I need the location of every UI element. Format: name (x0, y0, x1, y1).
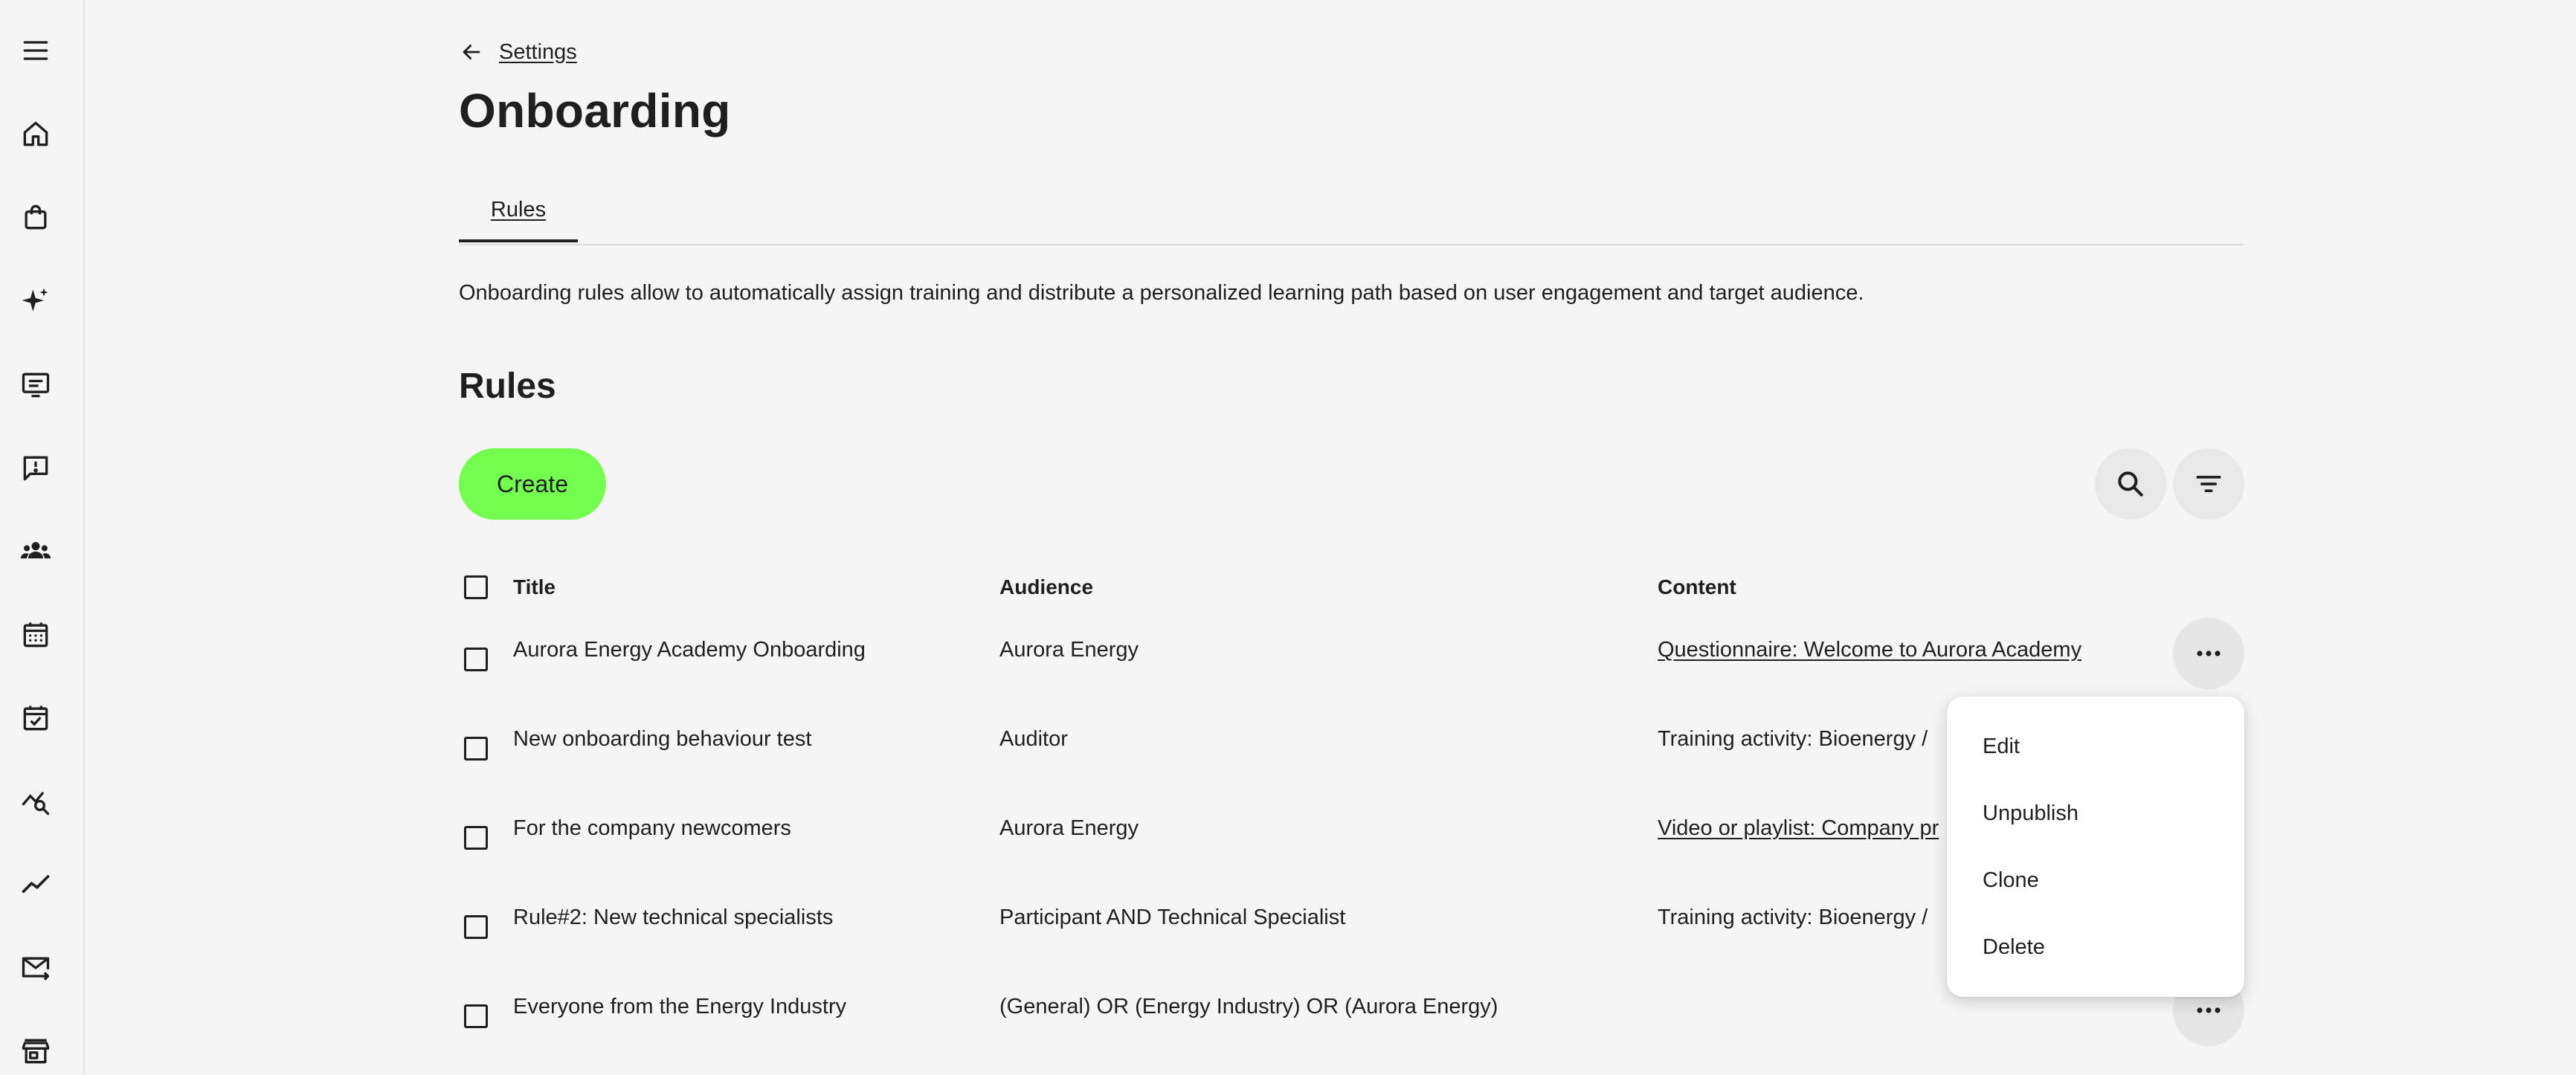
column-header-title[interactable]: Title (513, 575, 556, 598)
rule-audience: (General) OR (Energy Industry) OR (Aurora Energy) (999, 995, 1498, 1018)
rule-title[interactable]: New onboarding behaviour test (513, 727, 812, 751)
row-checkbox[interactable] (464, 826, 488, 850)
analytics-search-icon[interactable] (16, 782, 55, 821)
column-header-audience[interactable]: Audience (999, 575, 1094, 598)
menu-item-unpublish[interactable]: Unpublish (1983, 801, 2078, 825)
rule-title[interactable]: Rule#2: New technical specialists (513, 905, 834, 929)
rule-audience: Aurora Energy (999, 816, 1139, 840)
page-title: Onboarding (459, 84, 731, 138)
filter-button[interactable] (2173, 448, 2244, 520)
filter-icon (2192, 468, 2225, 500)
rules-section-title: Rules (459, 367, 556, 406)
mail-forward-icon[interactable] (16, 949, 55, 987)
home-icon[interactable] (16, 114, 55, 153)
calendar-icon[interactable] (16, 616, 55, 654)
rule-title[interactable]: For the company newcomers (513, 816, 791, 840)
back-link-label[interactable]: Settings (499, 39, 577, 64)
row-actions-menu (1947, 697, 2244, 997)
tab-bar (459, 177, 2244, 245)
tab-rules[interactable]: Rules (459, 177, 578, 242)
create-button[interactable]: Create (459, 448, 606, 520)
rule-content: Training activity: Bioenergy / (1658, 905, 1928, 929)
page-description: Onboarding rules allow to automatically assign training and distribute a personalized learning path based on user engagement and target audience. (459, 281, 1864, 305)
menu-item-edit[interactable]: Edit (1983, 734, 2020, 758)
rule-title[interactable]: Everyone from the Energy Industry (513, 995, 847, 1018)
menu-icon[interactable] (16, 31, 55, 70)
rule-audience: Aurora Energy (999, 638, 1139, 662)
rule-audience: Auditor (999, 727, 1068, 751)
row-more-button[interactable] (2173, 618, 2244, 689)
row-checkbox[interactable] (464, 915, 488, 939)
users-icon[interactable] (16, 532, 55, 571)
more-horizontal-icon (2194, 1006, 2224, 1015)
rule-content-link[interactable]: Video or playlist: Company pr (1658, 816, 1939, 840)
calendar-check-icon[interactable] (16, 699, 55, 737)
sidebar (0, 0, 85, 1075)
rule-audience: Participant AND Technical Specialist (999, 905, 1346, 929)
menu-item-clone[interactable]: Clone (1983, 868, 2039, 892)
trending-icon[interactable] (16, 865, 55, 904)
row-checkbox[interactable] (464, 1004, 488, 1028)
column-header-content[interactable]: Content (1658, 575, 1736, 598)
feedback-icon[interactable] (16, 449, 55, 488)
sparkle-icon[interactable] (16, 283, 55, 321)
menu-item-delete[interactable]: Delete (1983, 934, 2045, 959)
search-icon (2114, 468, 2147, 500)
shopping-bag-icon[interactable] (16, 198, 55, 236)
rule-content-link[interactable]: Questionnaire: Welcome to Aurora Academy (1658, 638, 2082, 662)
back-link[interactable] (459, 36, 577, 68)
store-icon[interactable] (16, 1032, 55, 1071)
row-checkbox[interactable] (464, 648, 488, 671)
select-all-checkbox[interactable] (464, 575, 488, 599)
rule-title[interactable]: Aurora Energy Academy Onboarding (513, 638, 866, 662)
rule-content: Training activity: Bioenergy / (1658, 727, 1928, 751)
search-button[interactable] (2095, 448, 2166, 520)
presentation-icon[interactable] (16, 366, 55, 404)
arrow-left-icon (459, 39, 484, 65)
more-horizontal-icon (2194, 649, 2224, 658)
row-checkbox[interactable] (464, 737, 488, 761)
